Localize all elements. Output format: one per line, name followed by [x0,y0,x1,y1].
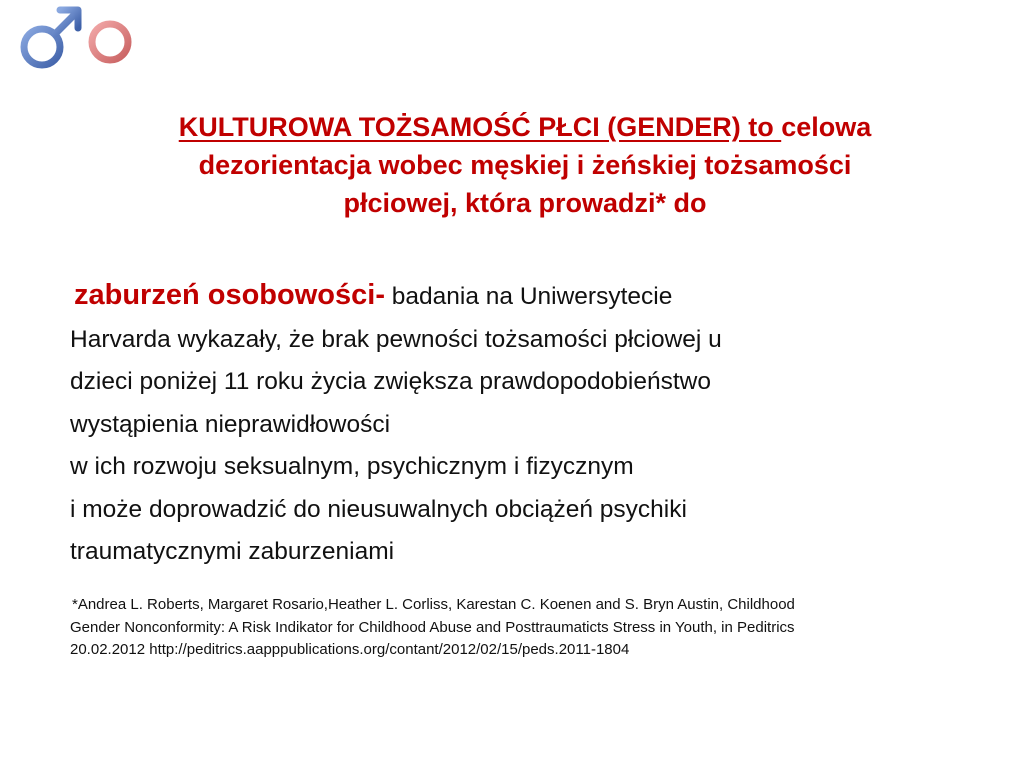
male-symbol-icon [24,10,78,65]
body-line-5: w ich rozwoju seksualnym, psychicznym i fizycznym [70,453,634,480]
footnote-line-2: Gender Nonconformity: A Risk Indikator for Childhood Abuse and Posttraumaticts Stress in Youth, in Peditrics [70,618,795,636]
title-line-1-rest: celowa [781,112,872,142]
citation-footnote [70,594,990,662]
gender-symbols-logo [12,2,142,102]
title-line-1 [60,108,990,146]
slide-title [60,108,990,222]
title-line-2: dezorientacja wobec męskiej i żeńskiej tożsamości [198,150,852,180]
body-highlight: zaburzeń osobowości- [74,279,385,311]
body-line-7: traumatycznymi zaburzeniami [70,538,395,565]
female-symbol-icon [92,24,128,96]
body-line-6: i może doprowadzić do nieusuwalnych obciążeń psychiki [70,495,687,523]
body-line-4: wystąpienia nieprawidłowości [70,410,391,438]
footnote-line-1: *Andrea L. Roberts, Margaret Rosario,Heather L. Corliss, Karestan C. Koenen and S. Bryn Austin, Childhood [72,596,795,613]
title-underlined-phrase: KULTUROWA TOŻSAMOŚĆ PŁCI (GENDER) to [178,112,782,142]
body-line-3: dzieci poniżej 11 roku życia zwiększa prawdopodobieństwo [70,368,711,395]
footnote-line-3: 20.02.2012 http://peditrics.aapppublications.org/contant/2012/02/15/peds.2011-1804 [70,641,630,658]
title-line-3: płciowej, która prowadzi* do [343,188,707,218]
body-paragraph [70,274,990,574]
body-line-1 [70,274,990,319]
body-line-2: Harvarda wykazały, że brak pewności tożsamości płciowej u [70,325,722,353]
body-line-1-rest: badania na Uniwersytecie [384,283,673,310]
